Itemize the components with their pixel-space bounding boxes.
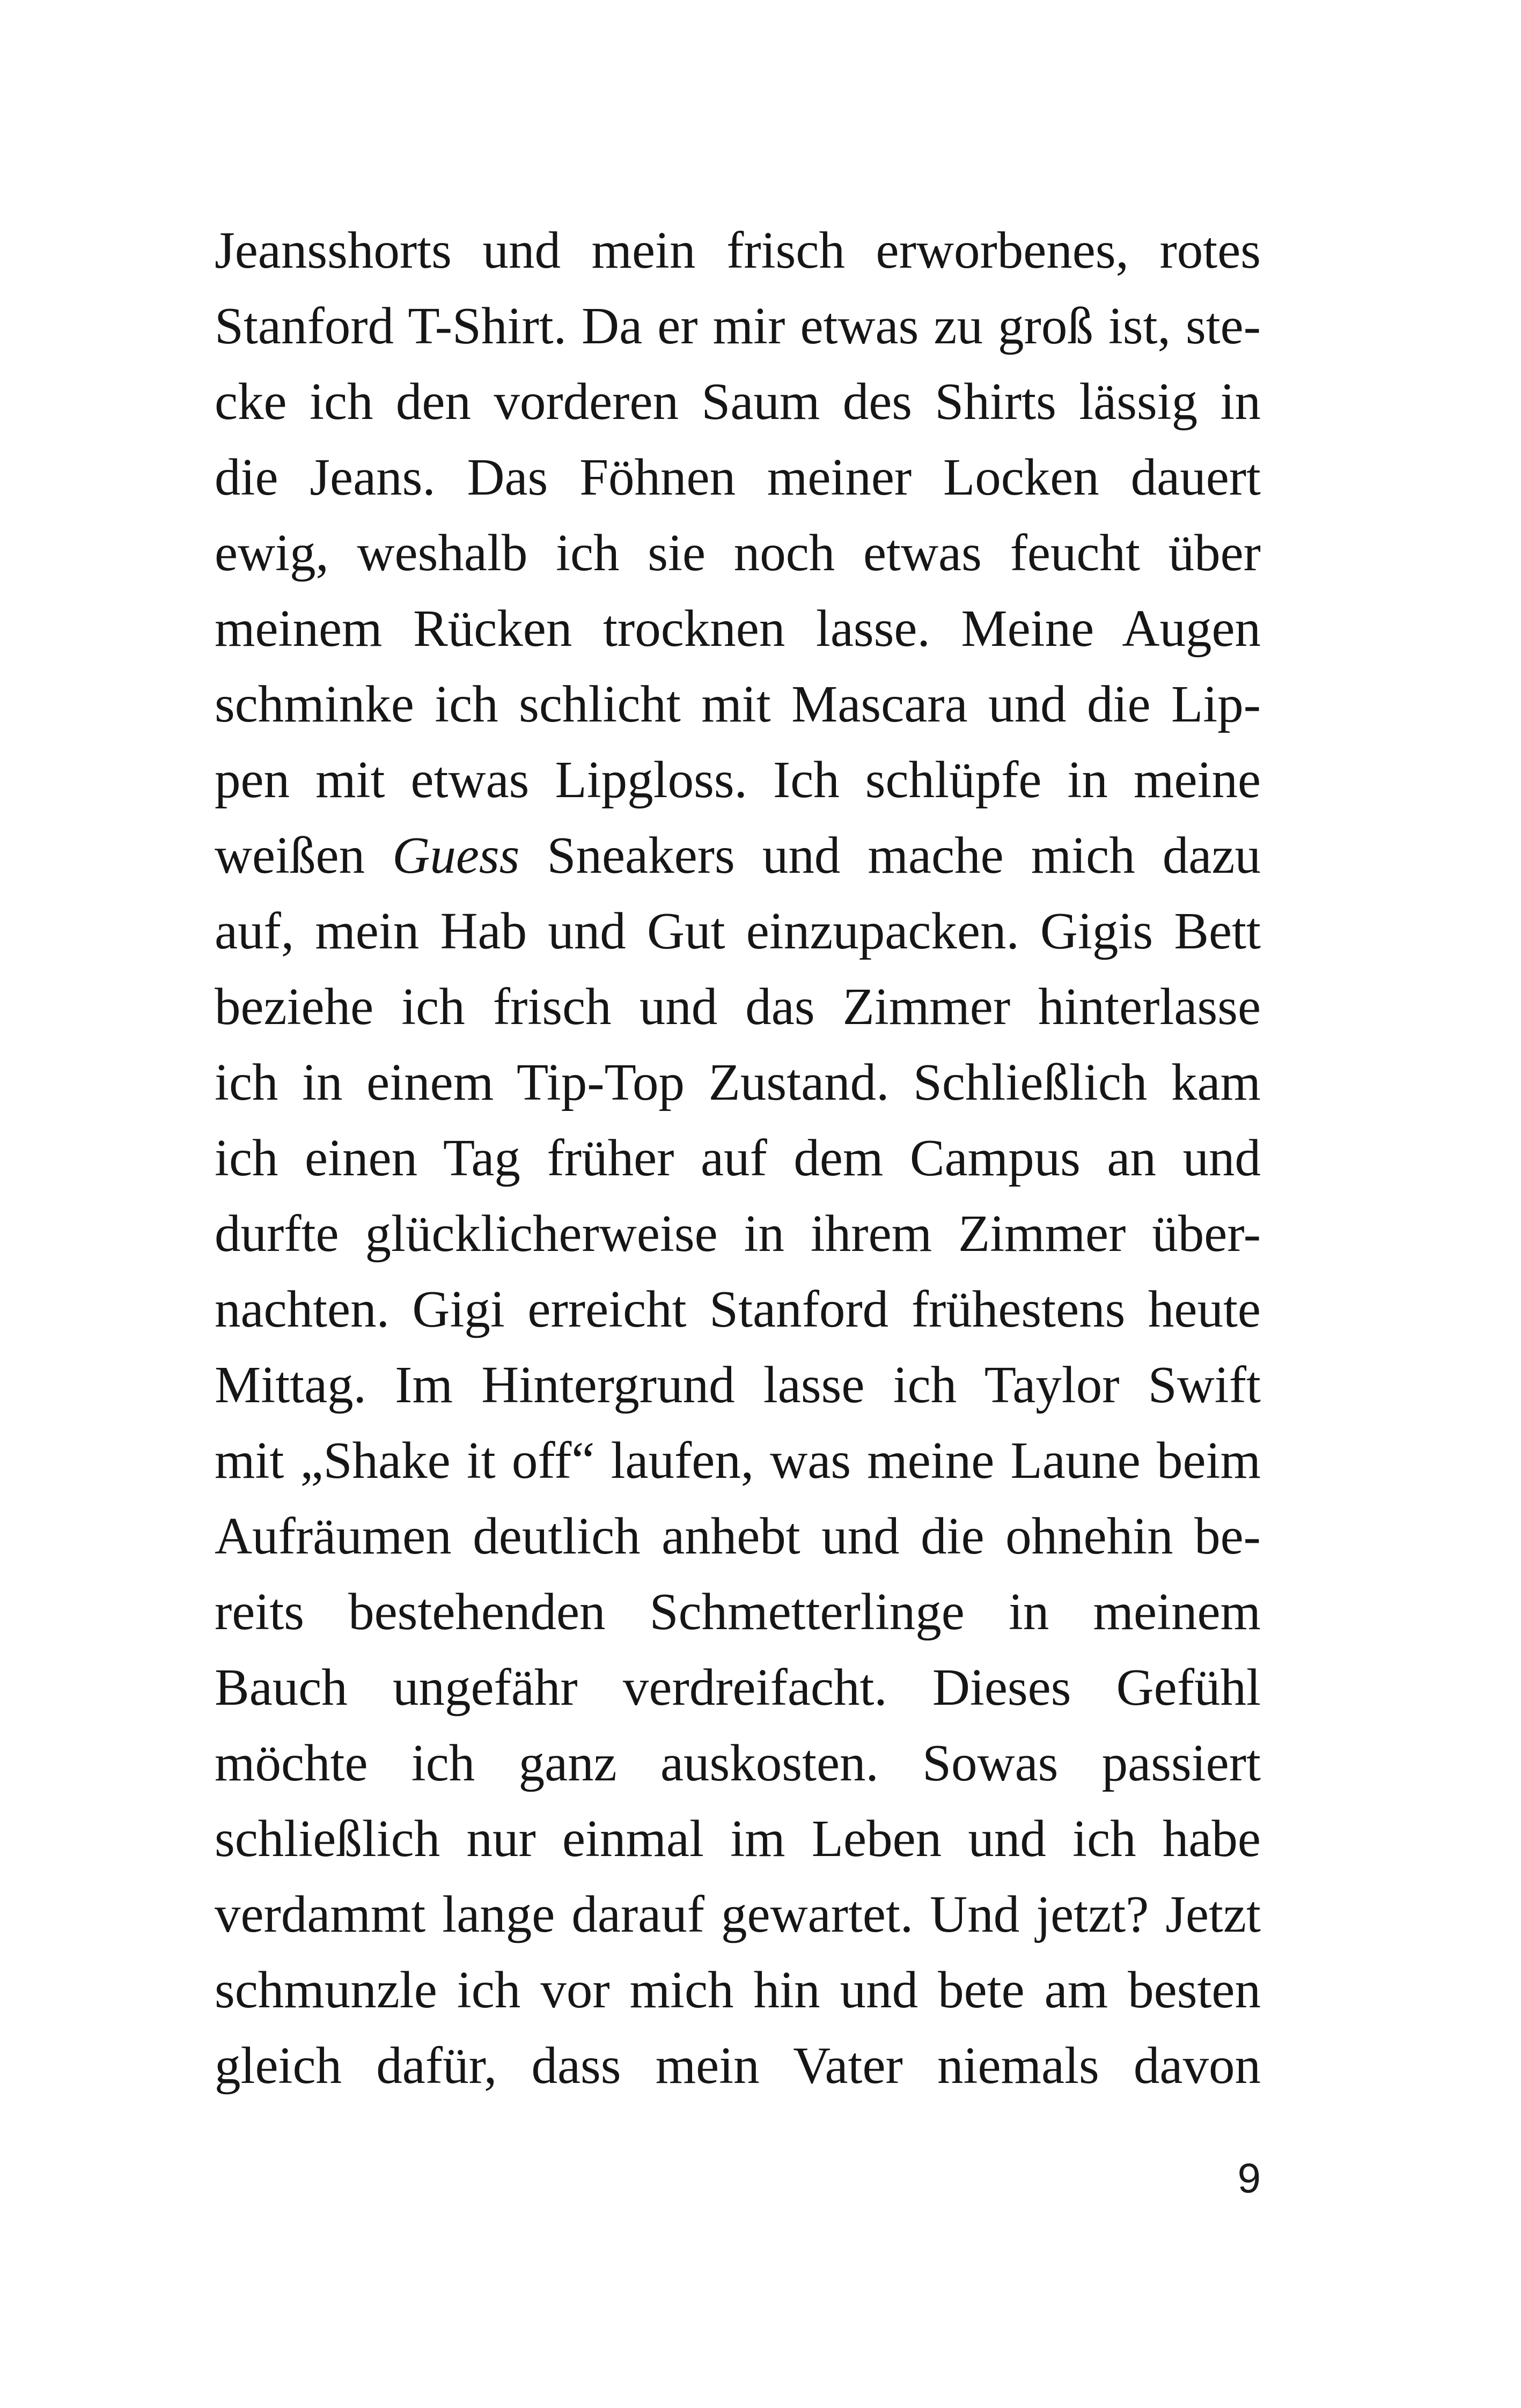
text-segment: weißen <box>215 827 393 884</box>
body-text <box>215 212 1261 2103</box>
text-line: durfte glücklicherweise in ihrem Zimmer über- <box>215 1205 1261 1262</box>
text-line: nachten. Gigi erreicht Stanford frühestens heute <box>215 1280 1261 1338</box>
text-line: meinem Rücken trocknen lasse. Meine Augen <box>215 600 1261 657</box>
text-line: mit „Shake it off“ laufen, was meine Laune beim <box>215 1432 1261 1489</box>
text-line: Mittag. Im Hintergrund lasse ich Taylor Swift <box>215 1356 1261 1413</box>
text-line: Jeansshorts und mein frisch erworbenes, rotes <box>215 222 1261 279</box>
text-line: möchte ich ganz auskosten. Sowas passiert <box>215 1734 1261 1792</box>
italic-brand-name: Guess <box>392 827 520 884</box>
text-line: schließlich nur einmal im Leben und ich habe <box>215 1810 1261 1867</box>
text-line: beziehe ich frisch und das Zimmer hinterlasse <box>215 978 1261 1035</box>
text-line: schminke ich schlicht mit Mascara und die Lip- <box>215 675 1261 733</box>
text-line: ich einen Tag früher auf dem Campus an und <box>215 1129 1261 1187</box>
text-segment: Sneakers und mache mich dazu <box>519 827 1261 884</box>
text-line: verdammt lange darauf gewartet. Und jetzt? Jetzt <box>215 1886 1261 1943</box>
text-line: pen mit etwas Lipgloss. Ich schlüpfe in meine <box>215 751 1261 808</box>
text-line: ewig, weshalb ich sie noch etwas feucht über <box>215 524 1261 581</box>
text-line: die Jeans. Das Föhnen meiner Locken dauert <box>215 448 1261 506</box>
text-line: reits bestehenden Schmetterlinge in meinem <box>215 1583 1261 1640</box>
text-line: ich in einem Tip-Top Zustand. Schließlich kam <box>215 1054 1261 1111</box>
text-line: cke ich den vorderen Saum des Shirts lässig in <box>215 373 1261 430</box>
text-line: auf, mein Hab und Gut einzupacken. Gigis Bett <box>215 902 1261 960</box>
page-number: 9 <box>1237 2154 1261 2201</box>
text-line: gleich dafür, dass mein Vater niemals davon <box>215 2037 1261 2094</box>
text-line: schmunzle ich vor mich hin und bete am besten <box>215 1961 1261 2019</box>
text-line <box>215 818 1261 893</box>
text-line: Bauch ungefähr verdreifacht. Dieses Gefühl <box>215 1659 1261 1716</box>
text-line: Stanford T-Shirt. Da er mir etwas zu groß ist, ste- <box>215 297 1261 355</box>
text-line: Aufräumen deutlich anhebt und die ohnehin be- <box>215 1507 1261 1565</box>
